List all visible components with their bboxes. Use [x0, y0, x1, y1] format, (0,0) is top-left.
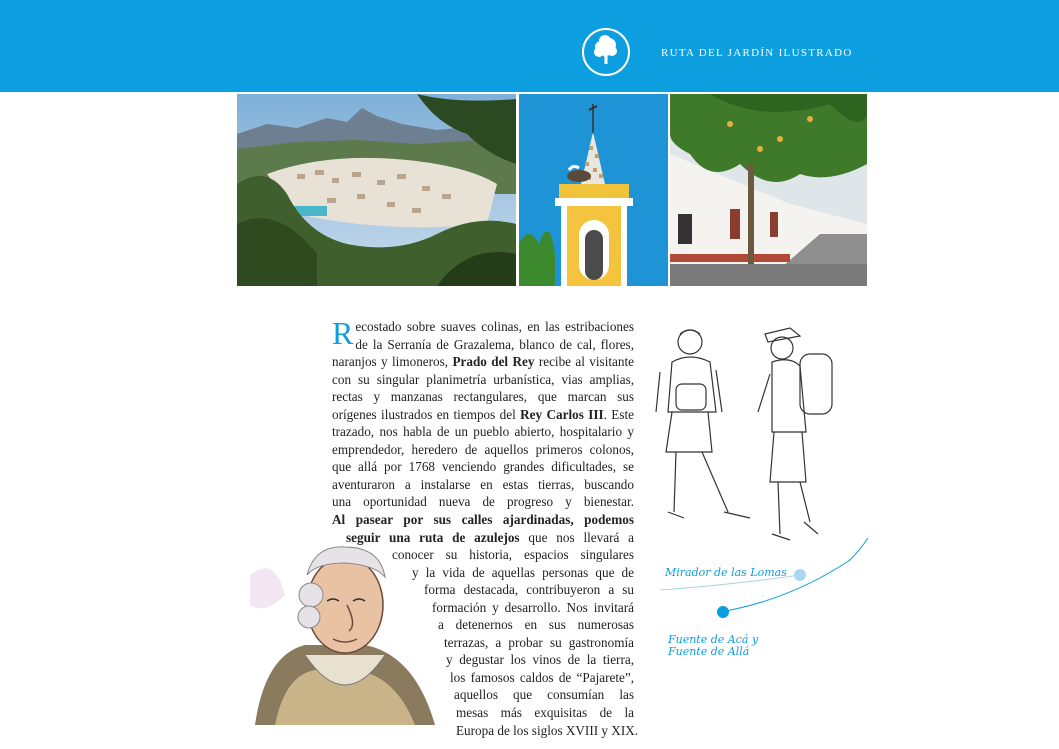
bell-tower-photo: [519, 94, 668, 286]
body-text-line: rectas y manzanas rectangulares, que marcan sus: [332, 389, 634, 405]
body-text-line: seguir una ruta de azulejos que nos llevará a: [346, 529, 635, 545]
route-stop-label-2: [668, 634, 788, 658]
route-stop-label-2-line1: Fuente de Acá y: [668, 633, 759, 646]
header-band: [0, 0, 1059, 92]
route-stop-label-1: Mirador de las Lomas: [665, 566, 787, 579]
body-text-line: emprendedor, heredero de aquellos primeros colonos,: [332, 441, 634, 457]
body-text-line: a detenernos en sus numerosas: [438, 617, 634, 633]
body-text-line: y degustar los vinos de la tierra,: [446, 652, 634, 668]
body-text-line: aquellos que consumían las: [454, 687, 634, 703]
dropcap: R: [332, 315, 354, 351]
body-text-line: trazado, nos habla de un pueblo abierto, hospitalario y: [332, 424, 634, 440]
route-stop-marker-1: [794, 569, 806, 581]
body-text-line: naranjos y limoneros, Prado del Rey recibe al visitante: [332, 354, 634, 370]
body-text-line: una oportunidad nueva de progreso y bienestar.: [332, 494, 634, 510]
body-text-line: Europa de los siglos XVIII y XIX.: [456, 722, 639, 738]
body-text-line: terrazas, a probar su gastronomía: [444, 634, 634, 650]
body-text-line: de la Serranía de Grazalema, blanco de cal, flores,: [355, 336, 634, 352]
route-stop-label-2-line2: Fuente de Allá: [668, 645, 750, 658]
body-text-line: mesas más exquisitas de la: [456, 705, 634, 721]
route-stop-marker-2: [717, 606, 729, 618]
body-text-line: orígenes ilustrados en tiempos del Rey Carlos III. Este: [332, 406, 634, 422]
king-portrait-illustration: [245, 535, 445, 725]
hikers-sketch: [650, 312, 850, 552]
body-text-line: forma destacada, contribuyeron a su: [424, 582, 634, 598]
body-text-line: conocer su historia, espacios singulares: [392, 547, 634, 563]
body-text-line: y la vida de aquellas personas que de: [412, 564, 634, 580]
header-title: RUTA DEL JARDÍN ILUSTRADO: [661, 47, 853, 59]
body-text-line: los famosos caldos de “Pajarete”,: [450, 669, 634, 685]
town-landscape-photo: [237, 94, 516, 286]
body-text-line: formación y desarrollo. Nos invitará: [432, 599, 634, 615]
body-text-line: con su singular planimetría urbanística, vias amplias,: [332, 371, 634, 387]
white-street-photo: [670, 94, 867, 286]
body-text-line: ecostado sobre suaves colinas, en las estribaciones: [355, 319, 634, 334]
body-text-line: que allá por 1768 venciendo grandes dificultades, se: [332, 459, 634, 475]
tree-icon: [582, 28, 630, 76]
body-text-line: Al pasear por sus calles ajardinadas, podemos: [332, 512, 634, 528]
body-text-line: aventuraron a instalarse en estas tierras, buscando: [332, 476, 634, 492]
